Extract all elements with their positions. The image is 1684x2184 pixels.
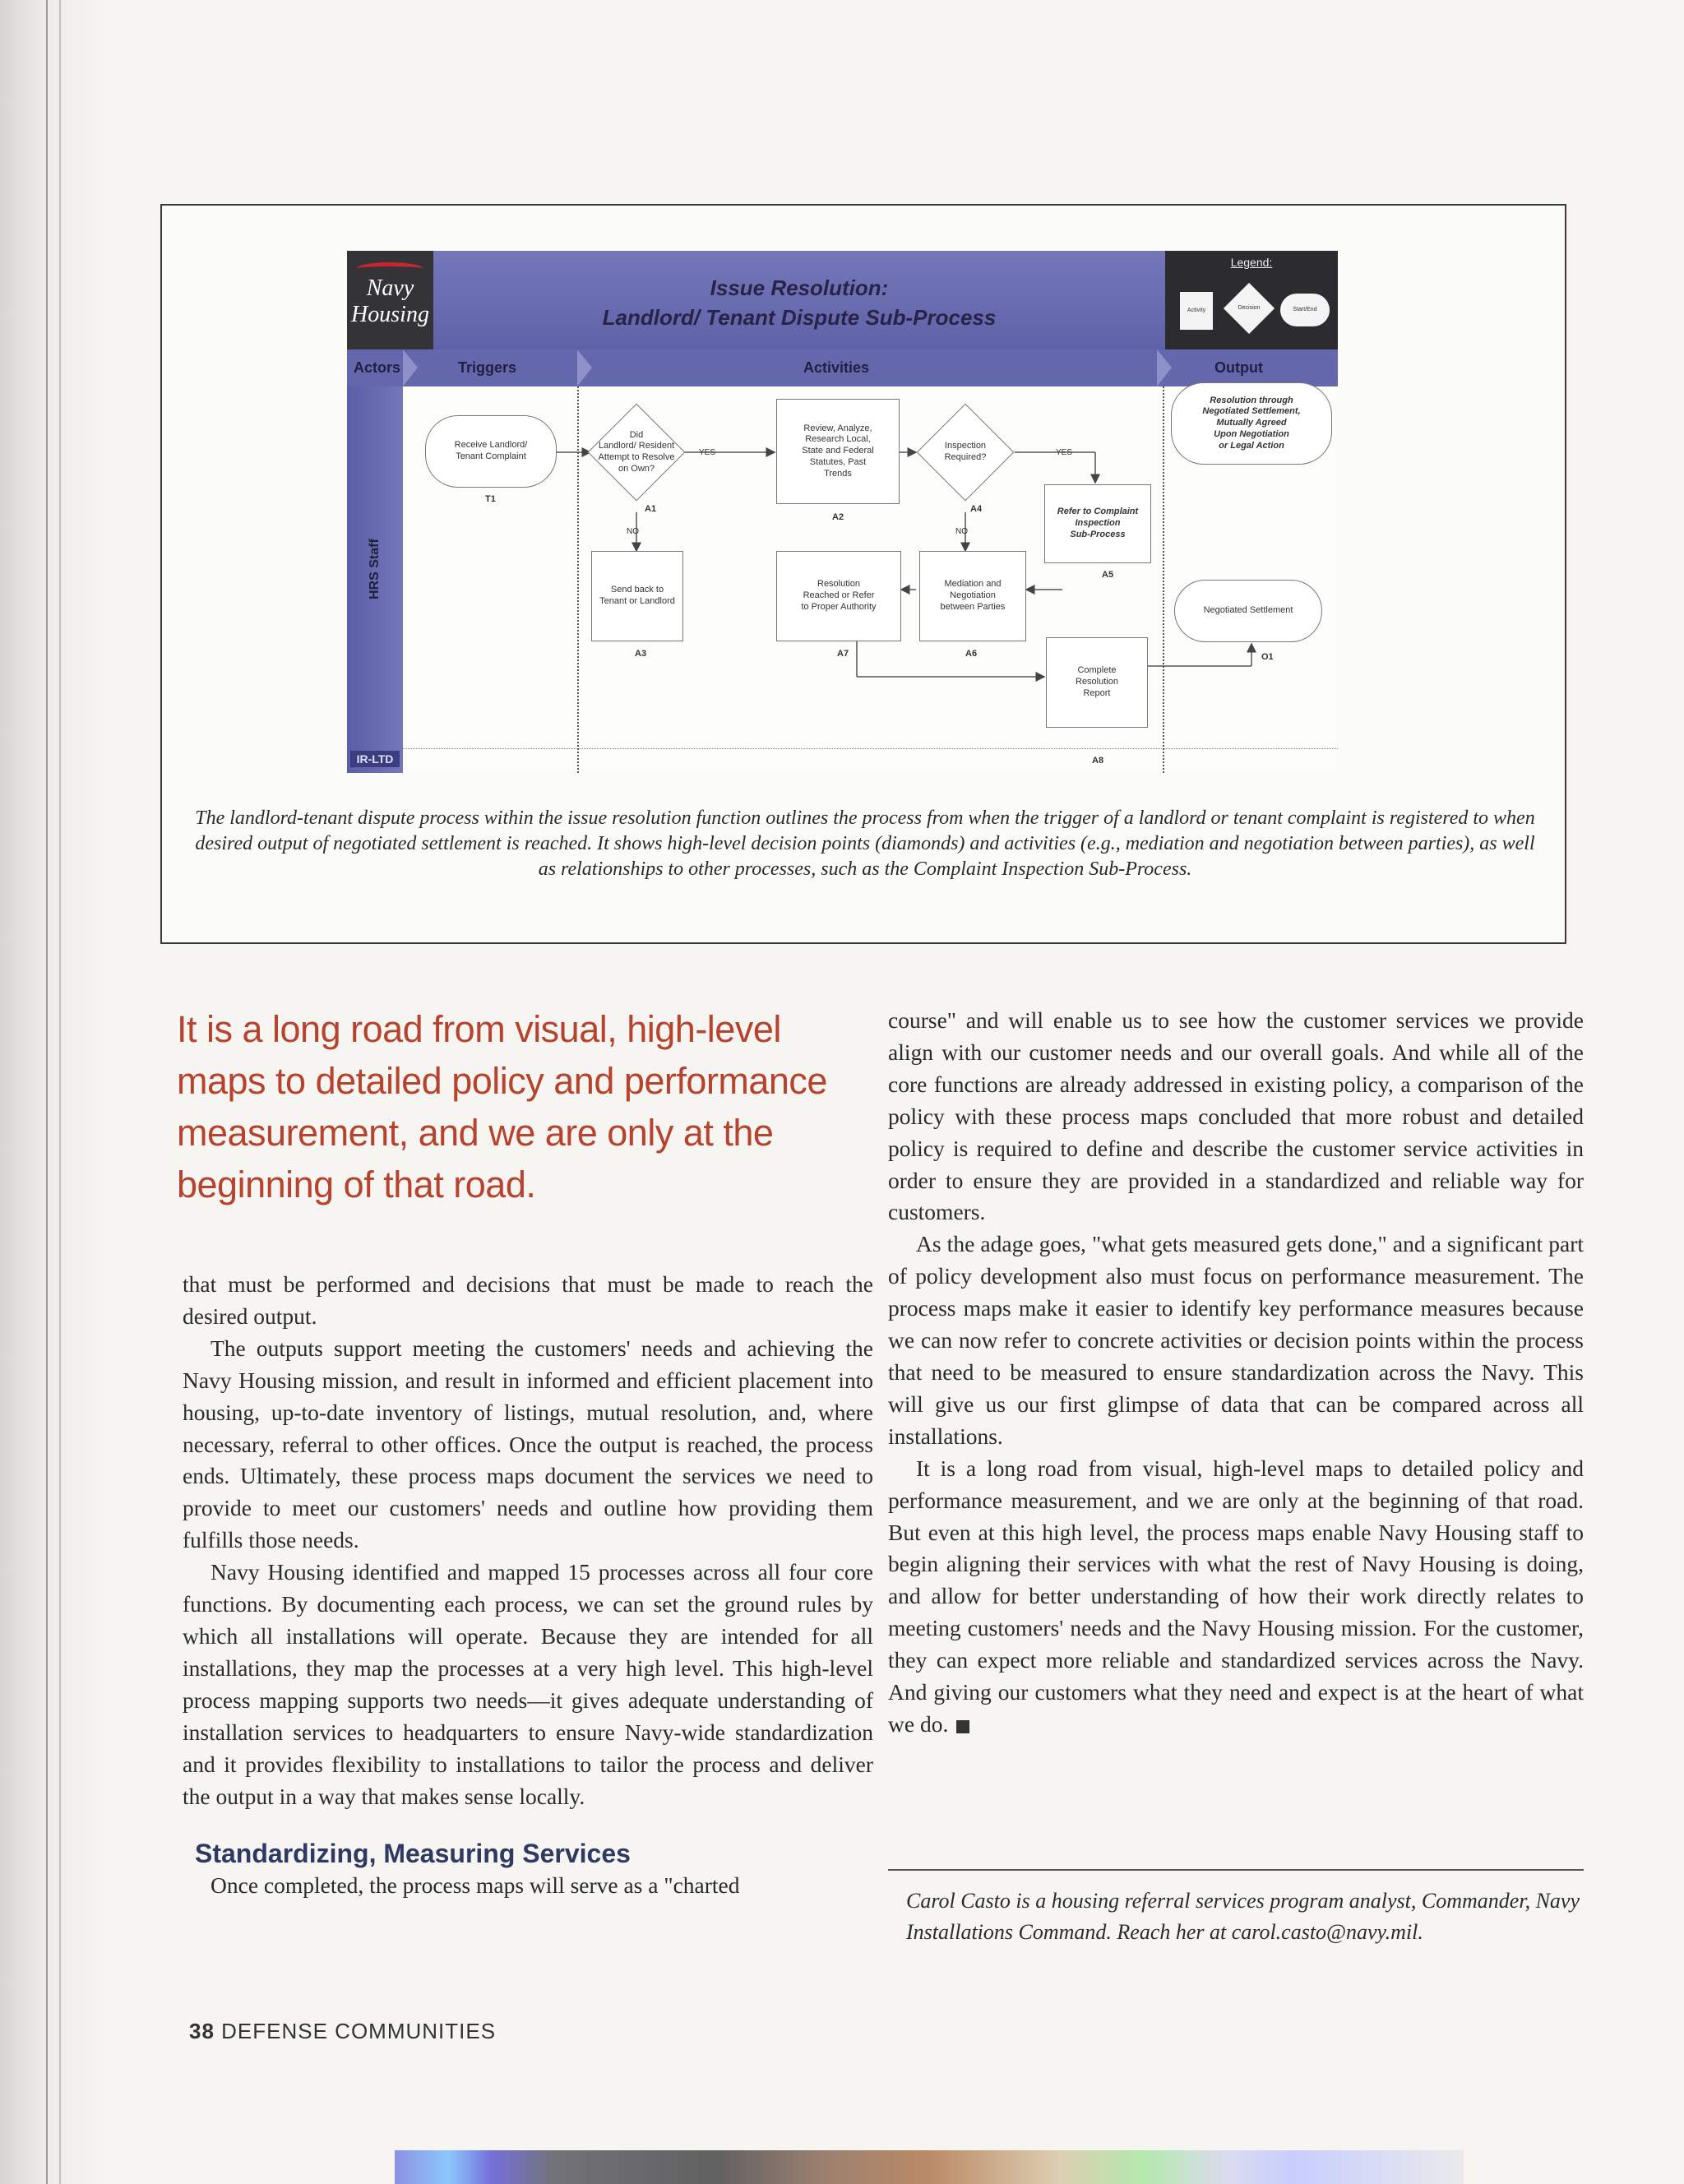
binding-line (46, 0, 48, 2184)
scan-color-bar (395, 2150, 1464, 2184)
header-output: Output (1214, 359, 1263, 376)
section-subhead: Standardizing, Measuring Services (195, 1839, 631, 1869)
logo-line1: Navy (366, 275, 414, 301)
edge-label-no: NO (627, 527, 639, 536)
output-negotiated-settlement: Negotiated Settlement (1174, 580, 1322, 642)
activity-resolution-reached: Resolution Reached or Refer to Proper Authority (776, 551, 901, 641)
node-id-t1: T1 (485, 494, 496, 504)
right-paragraph-3: It is a long road from visual, high-level maps to detailed policy and performance measurement, and we are only at the beginning of that road. But even at this high level, the process maps enable Navy Housing staff to begin aligning their services with what the rest of Navy Housing is doing, and allow for better understanding of how their work directly relates to meeting customers' needs and the Navy Housing mission. For the customer, they can expect more reliable and standardized services across the Navy. And giving our customers what they need and expect is at the heart of what we do. (888, 1455, 1584, 1737)
legend-start-end: Start/End (1280, 294, 1330, 326)
logo-line2: Housing (351, 302, 429, 327)
figure-caption: The landlord-tenant dispute process within the issue resolution function outlines the process from when the trigger of a landlord or tenant complaint is registered to when desired output of negotiated settlement is reached. It shows high-level decision points (diamonds) and activities (e.g., mediation and negotiation between parties), as well as relationships to other processes, such as the Complaint Inspection Sub-Process. (195, 807, 1535, 880)
legend-activity: Activity (1180, 292, 1213, 330)
legend-title: Legend: (1230, 256, 1273, 269)
edge-label-no: NO (955, 527, 968, 536)
author-bio: Carol Casto is a housing referral services program analyst, Commander, Navy Installations Command. Reach her at carol.casto@navy.mil. (906, 1889, 1580, 1944)
page-footer (189, 2019, 496, 2044)
diagram-title-line2: Landlord/ Tenant Dispute Sub-Process (602, 305, 997, 330)
right-column (888, 1005, 1584, 1741)
activity-send-back: Send back to Tenant or Landlord (591, 551, 683, 641)
node-id-a8: A8 (1092, 756, 1104, 766)
binding-line (59, 0, 61, 2184)
trigger-receive-complaint: Receive Landlord/ Tenant Complaint (425, 415, 557, 488)
page-number: 38 (189, 2019, 215, 2043)
header-actors: Actors (354, 359, 401, 376)
node-id-a5: A5 (1102, 570, 1114, 580)
activity-complete-report: Complete Resolution Report (1046, 637, 1148, 728)
decision-inspection-required (916, 403, 1015, 502)
left-paragraph-4: Once completed, the process maps will serve as a "charted (210, 1872, 740, 1899)
left-paragraph-3: Navy Housing identified and mapped 15 processes across all four core functions. By documenting each process, we can set the ground rules by which all installations will operate. Because they are intended for all installations, they map the processes at a very high level. This high-level process mapping supports two needs—it gives adequate understanding of installation services to headquarters to ensure Navy-wide standardization and it provides flexibility to installations to tailor the process and deliver the output in a way that makes sense locally. (183, 1559, 873, 1809)
pull-quote: It is a long road from visual, high-level maps to detailed policy and performance measurement, and we are only at the beginning of that road. (177, 1008, 827, 1205)
right-paragraph-2: As the adage goes, "what gets measured gets done," and a significant part of policy development also must focus on performance measurement. The process maps make it easier to identify key performance measures because we can now refer to concrete activities or decision points within the process that need to be measured to ensure standardization across the Navy. This will give us our first glimpse of data that can be compared across all installations. (888, 1231, 1584, 1449)
left-column (183, 1269, 873, 1902)
node-id-o1: O1 (1261, 652, 1274, 662)
end-mark-icon (956, 1720, 969, 1733)
node-id-a4: A4 (970, 504, 983, 514)
right-paragraph-3-wrap (888, 1453, 1584, 1741)
output-resolution-settlement: Resolution through Negotiated Settlement, Mutually Agreed Upon Negotiation or Legal Action (1171, 382, 1332, 465)
page-binding-shadow (0, 0, 107, 2184)
publication-name: DEFENSE COMMUNITIES (221, 2019, 497, 2043)
decision-inspection-text: Inspection Required? (944, 441, 987, 462)
edge-label-yes: YES (699, 448, 716, 457)
figure-box (160, 204, 1566, 944)
node-id-a1: A1 (645, 504, 657, 514)
bio-rule (888, 1869, 1584, 1871)
header-triggers: Triggers (458, 359, 517, 376)
header-activities: Activities (803, 359, 870, 376)
node-id-a6: A6 (965, 649, 978, 659)
left-paragraph-1: that must be performed and decisions that must be made to reach the desired output. (183, 1271, 873, 1329)
activity-refer-inspection: Refer to Complaint Inspection Sub-Process (1044, 484, 1151, 563)
lane-hrs-staff: HRS Staff (368, 539, 382, 599)
lane-ir-ltd: IR-LTD (350, 751, 400, 767)
right-paragraph-1: course" and will enable us to see how the customer services we provide align with our customer needs and our overall goals. And while all of the core functions are already addressed in existing policy, a comparison of the policy with these process maps concluded that more robust and detailed policy is required to define and describe the customer service activities in order to ensure they are provided in a standardized and reliable way for customers. (888, 1007, 1584, 1225)
process-diagram (347, 251, 1338, 773)
edge-label-yes: YES (1056, 448, 1073, 457)
node-id-a7: A7 (837, 649, 849, 659)
diagram-title-line1: Issue Resolution: (710, 275, 889, 300)
decision-resolve-own (587, 403, 686, 502)
node-id-a2: A2 (832, 512, 844, 522)
activity-review-analyze: Review, Analyze, Research Local, State and Federal Statutes, Past Trends (776, 399, 900, 504)
activity-mediation: Mediation and Negotiation between Parties (919, 551, 1026, 641)
decision-resolve-own-text: Did Landlord/ Resident Attempt to Resolve on Own? (598, 429, 675, 474)
left-paragraph-2: The outputs support meeting the customers' needs and achieving the Navy Housing mission, and result in informed and efficient placement into housing, up-to-date inventory of listings, mutual resolution, and, where necessary, referral to other offices. Once the output is reached, the process ends. Ultimately, these process maps document the services we need to provide to meet our customers' needs and outline how providing them fulfills those needs. (183, 1335, 873, 1553)
node-id-a3: A3 (635, 649, 647, 659)
legend-decision: Decision (1238, 305, 1261, 311)
